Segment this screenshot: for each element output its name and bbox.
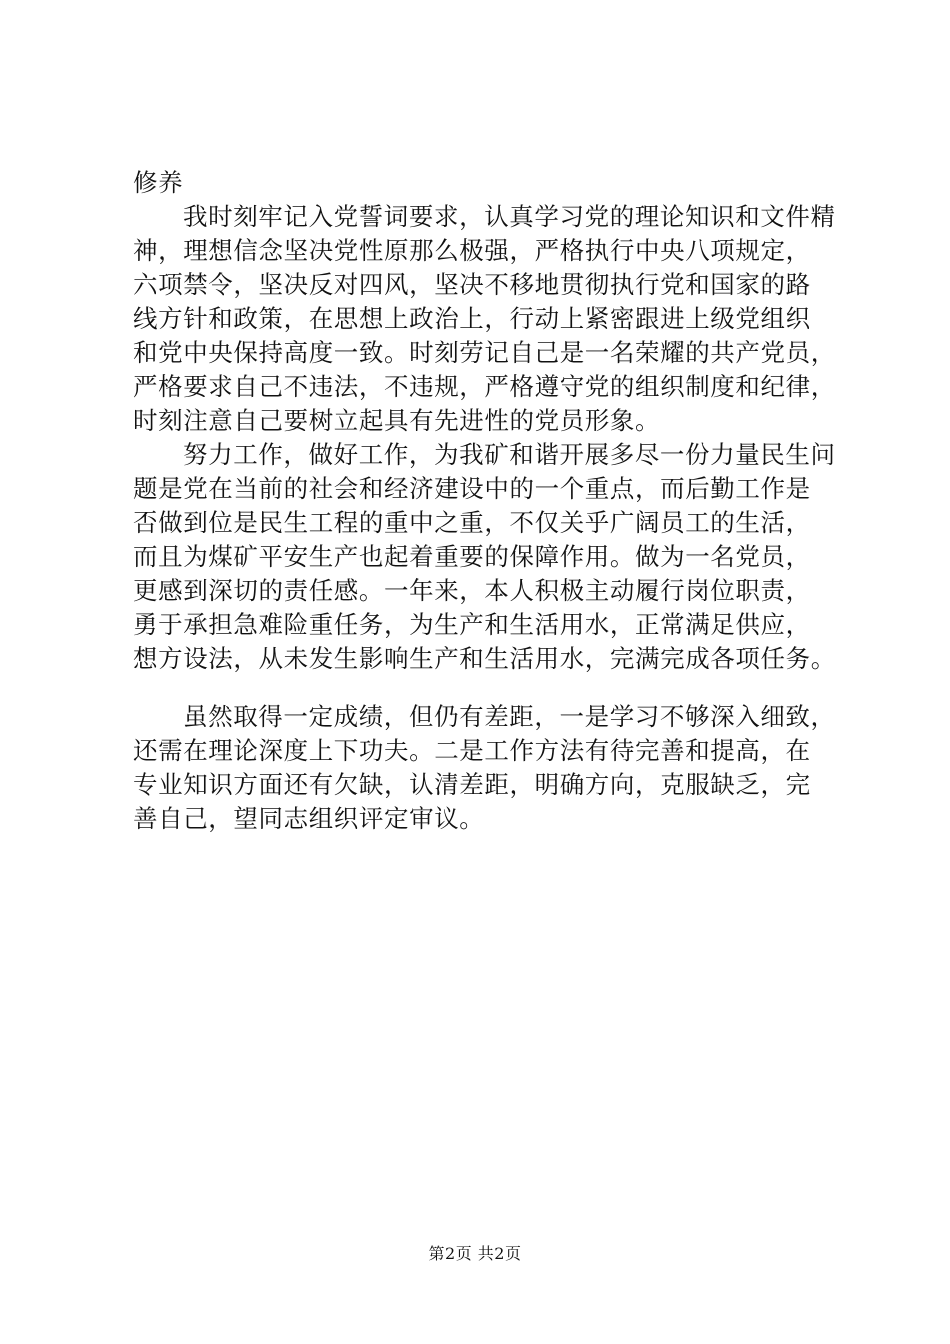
text-line: 六项禁令，坚决反对四风，坚决不移地贯彻执行党和国家的路: [133, 270, 811, 299]
text-line: 和党中央保持高度一致。时刻劳记自己是一名荣耀的共产党员，: [133, 338, 836, 367]
text-line: 善自己，望同志组织评定审议。: [133, 804, 485, 833]
paragraph-work: [133, 438, 853, 676]
text-line: 我时刻牢记入党誓词要求，认真学习党的理论知识和文件精: [183, 202, 836, 231]
text-line: 努力工作，做好工作，为我矿和谐开展多尽一份力量民生问: [183, 440, 836, 469]
page-number: 第2页 共2页: [428, 1244, 522, 1263]
paragraph-spacer: [133, 676, 853, 700]
text-line: 线方针和政策，在思想上政治上，行动上紧密跟进上级党组织: [133, 304, 811, 333]
text-line: 更感到深切的责任感。一年来，本人积极主动履行岗位职责，: [133, 576, 811, 605]
text-line: 勇于承担急难险重任务，为生产和生活用水，正常满足供应，: [133, 610, 811, 639]
document-body: [133, 166, 853, 836]
paragraph-shortcomings: [133, 700, 853, 836]
text-line: 否做到位是民生工程的重中之重，不仅关乎广阔员工的生活，: [133, 508, 811, 537]
text-line: 虽然取得一定成绩，但仍有差距，一是学习不够深入细致，: [183, 702, 836, 731]
section-heading: 修养: [133, 168, 184, 197]
text-line: 神，理想信念坚决党性原那么极强，严格执行中央八项规定，: [133, 236, 811, 265]
text-line: 想方设法，从未发生影响生产和生活用水，完满完成各项任务。: [133, 644, 836, 673]
text-line: 而且为煤矿平安生产也起着重要的保障作用。做为一名党员，: [133, 542, 811, 571]
text-line: 时刻注意自己要树立起具有先进性的党员形象。: [133, 406, 661, 435]
text-line: 专业知识方面还有欠缺，认清差距，明确方向，克服缺乏，完: [133, 770, 811, 799]
paragraph-party-spirit: [133, 200, 853, 438]
text-line: 还需在理论深度上下功夫。二是工作方法有待完善和提高，在: [133, 736, 811, 765]
text-line: 题是党在当前的社会和经济建设中的一个重点，而后勤工作是: [133, 474, 811, 503]
text-line: 严格要求自己不违法，不违规，严格遵守党的组织制度和纪律，: [133, 372, 836, 401]
page-footer: [0, 1244, 950, 1264]
